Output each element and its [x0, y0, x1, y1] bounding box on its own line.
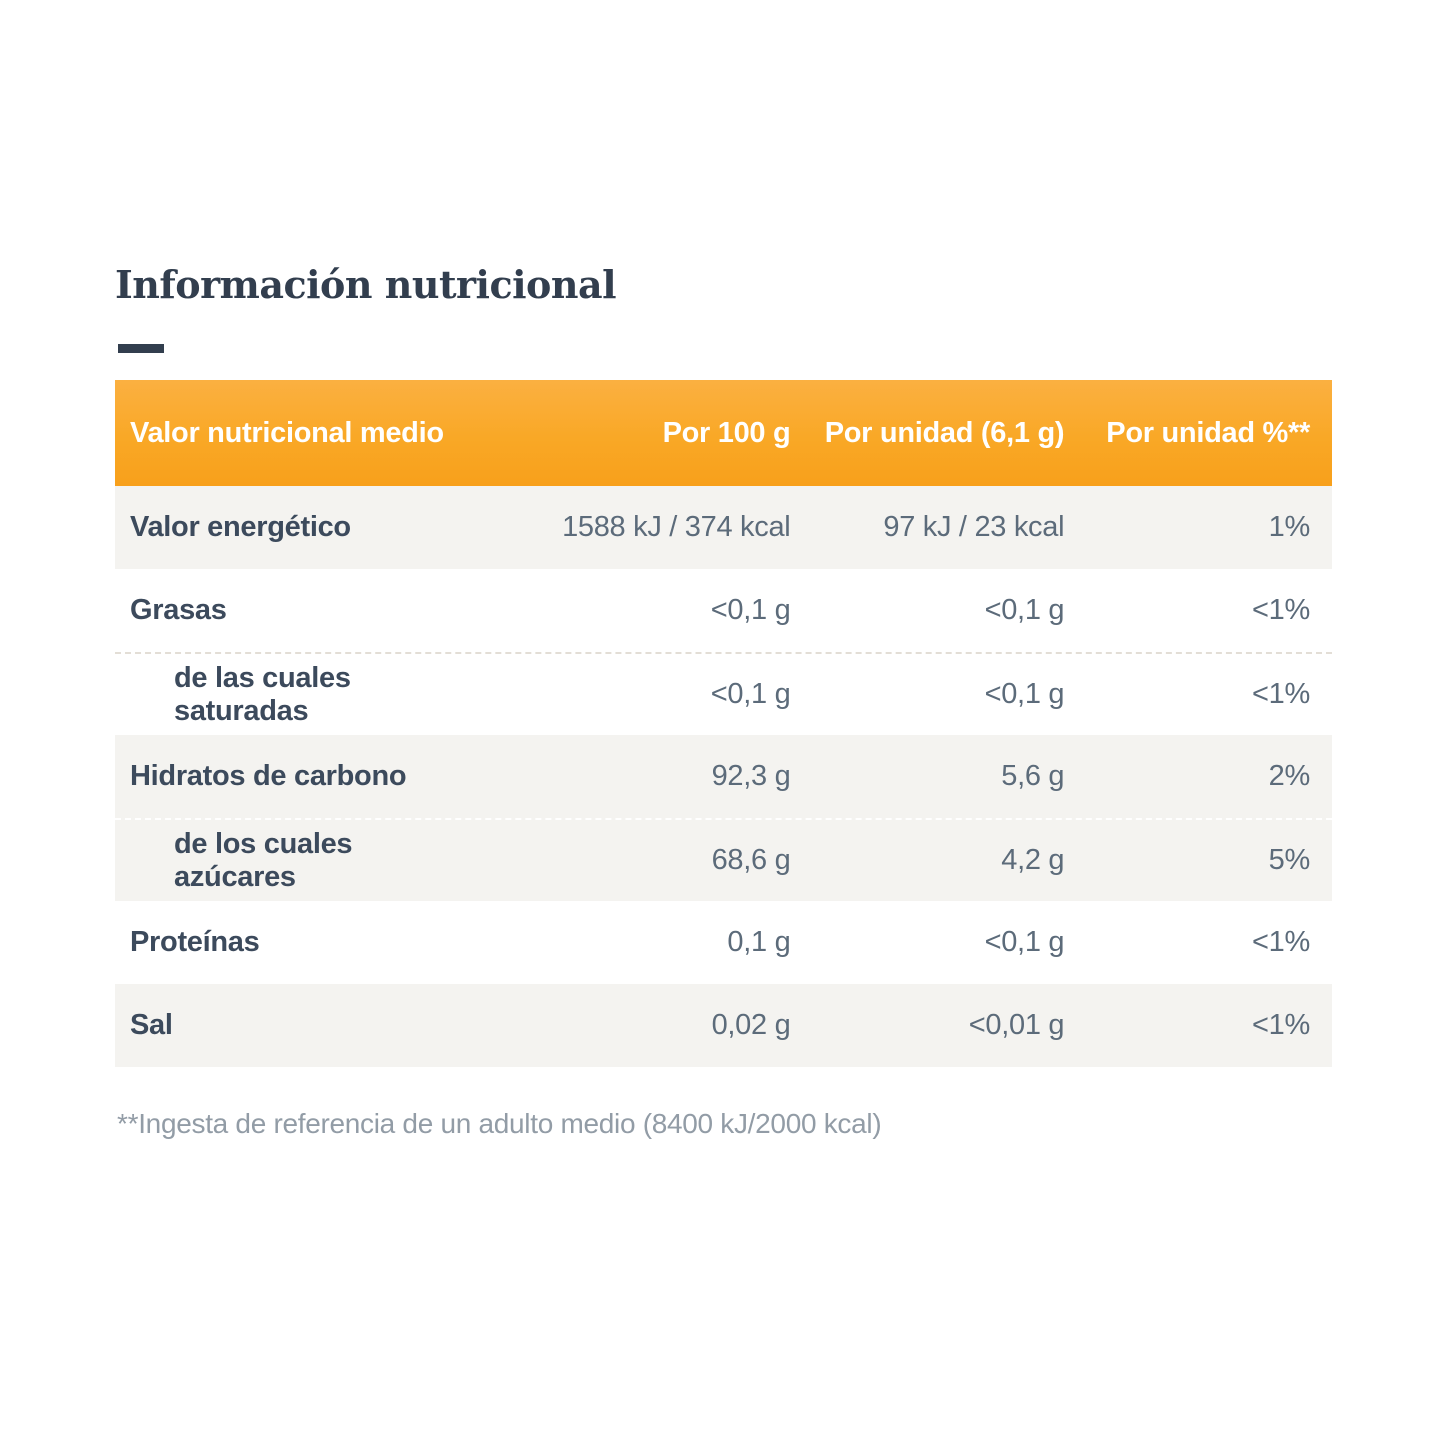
table-row-fats	[115, 569, 1332, 652]
percent-value: <1%	[1252, 678, 1310, 710]
nutrient-name-cell: Hidratos de carbono	[130, 760, 407, 792]
per-unit-value: 4,2 g	[1001, 844, 1065, 876]
percent-value: <1%	[1252, 926, 1310, 958]
per-unit-value: <0,1 g	[984, 678, 1065, 710]
nutrient-name-cell: de los cuales azúcares	[174, 827, 353, 893]
table-row-carbohydrates	[115, 735, 1332, 818]
nutrient-name-cell: Valor energético	[130, 511, 351, 543]
percent-value: <1%	[1252, 594, 1310, 626]
percent-value: 2%	[1268, 760, 1310, 792]
percent-value: <1%	[1252, 1009, 1310, 1041]
table-header-row	[115, 380, 1332, 486]
per-unit-value: 97 kJ / 23 kcal	[883, 511, 1065, 543]
nutrient-name-cell: Proteínas	[130, 926, 260, 958]
table-row-sugars	[115, 818, 1332, 901]
nutrient-name-cell: de las cuales saturadas	[174, 661, 351, 727]
header-per-100g-column: Por 100 g	[662, 416, 791, 449]
header-per-unit-column: Por unidad (6,1 g)	[824, 416, 1065, 449]
per-unit-value: 5,6 g	[1001, 760, 1065, 792]
per-100g-value: 1588 kJ / 374 kcal	[562, 511, 791, 543]
per-100g-value: <0,1 g	[710, 594, 791, 626]
per-100g-value: 0,02 g	[711, 1009, 791, 1041]
header-nutrient-column: Valor nutricional medio	[130, 416, 444, 449]
nutrition-table	[115, 380, 1332, 1067]
percent-value: 1%	[1268, 511, 1310, 543]
table-row-proteins	[115, 901, 1332, 984]
nutrient-name-cell: Sal	[130, 1009, 173, 1041]
per-100g-value: 0,1 g	[727, 926, 791, 958]
reference-intake-footnote: **Ingesta de referencia de un adulto medio (8400 kJ/2000 kcal)	[117, 1108, 882, 1139]
per-100g-value: <0,1 g	[710, 678, 791, 710]
header-per-unit-percent-column: Por unidad %**	[1106, 416, 1310, 449]
table-row-saturated-fats	[115, 652, 1332, 735]
table-row-salt	[115, 984, 1332, 1067]
per-unit-value: <0,01 g	[968, 1009, 1065, 1041]
per-100g-value: 68,6 g	[711, 844, 791, 876]
table-row-energy	[115, 486, 1332, 569]
page-title: Información nutricional	[115, 262, 617, 307]
per-100g-value: 92,3 g	[711, 760, 791, 792]
nutrient-name-cell: Grasas	[130, 594, 227, 626]
percent-value: 5%	[1268, 844, 1310, 876]
title-dash-divider	[118, 344, 164, 353]
per-unit-value: <0,1 g	[984, 594, 1065, 626]
per-unit-value: <0,1 g	[984, 926, 1065, 958]
